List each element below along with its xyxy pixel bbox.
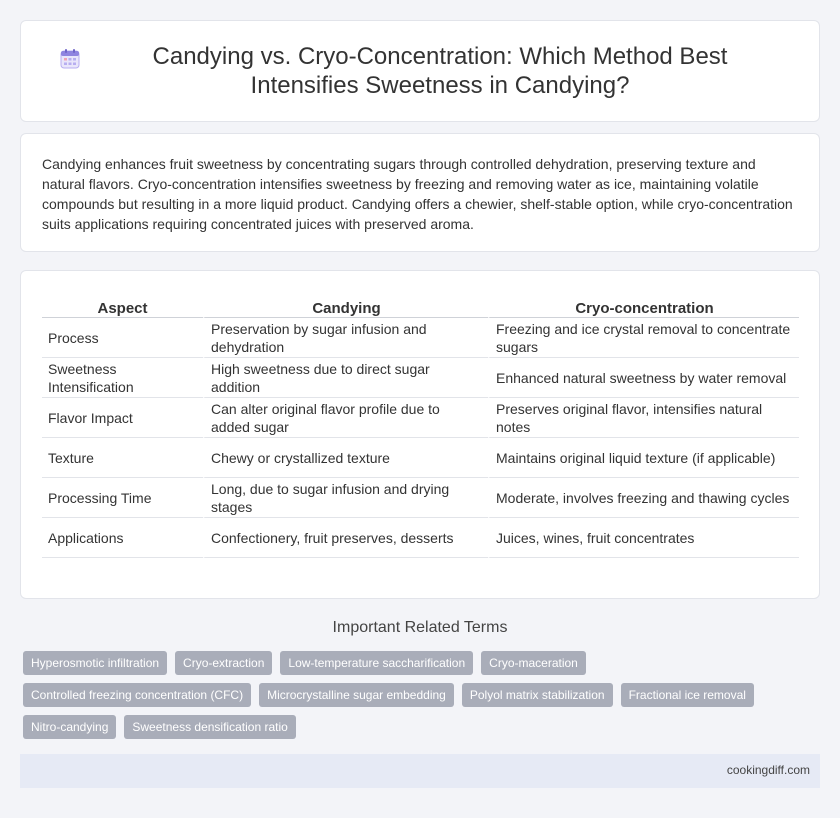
related-term-tag[interactable]: Fractional ice removal [621, 683, 754, 707]
cell-cryo: Preserves original flavor, intensifies natural notes [488, 398, 799, 438]
related-term-tag[interactable]: Cryo-extraction [175, 651, 272, 675]
comparison-card [20, 270, 820, 599]
cell-aspect: Processing Time [42, 478, 203, 518]
intro-paragraph: Candying enhances fruit sweetness by concentrating sugars through controlled dehydration, preserving texture and natural flavors. Cryo-concentration intensifies sweetness by freezing and removing water as ice, maintaining volatile compounds but resulting in a more liquid product. Candying offers a chewier, shelf-stable option, while cryo-concentration suits applications requiring concentrated juices with preserved aroma. [42, 156, 793, 232]
related-terms-list [23, 651, 803, 739]
table-row [42, 478, 799, 518]
cell-aspect: Applications [42, 518, 203, 558]
table-row [42, 438, 799, 478]
cell-aspect: Flavor Impact [42, 398, 203, 438]
cell-candying: Long, due to sugar infusion and drying stages [203, 478, 488, 518]
title-card [20, 20, 820, 122]
cell-aspect: Process [42, 318, 203, 358]
intro-card [20, 133, 820, 252]
cell-candying: Can alter original flavor profile due to added sugar [203, 398, 488, 438]
cell-cryo: Enhanced natural sweetness by water removal [488, 358, 799, 398]
related-term-tag[interactable]: Cryo-maceration [481, 651, 586, 675]
cell-candying: High sweetness due to direct sugar addition [203, 358, 488, 398]
footer-site-link[interactable]: cookingdiff.com [726, 763, 810, 777]
page-title: Candying vs. Cryo-Concentration: Which Method Best Intensifies Sweetness in Candying? [152, 43, 728, 99]
cell-cryo: Maintains original liquid texture (if applicable) [488, 438, 799, 478]
header-aspect: Aspect [42, 294, 203, 318]
related-terms-heading: Important Related Terms [332, 619, 508, 636]
table-row [42, 398, 799, 438]
footer-bar [20, 754, 820, 788]
cell-candying: Confectionery, fruit preserves, desserts [203, 518, 488, 558]
header-candying: Candying [203, 294, 488, 318]
cell-cryo: Moderate, involves freezing and thawing cycles [488, 478, 799, 518]
related-term-tag[interactable]: Nitro-candying [23, 715, 116, 739]
header-cryo-concentration: Cryo-concentration [488, 294, 799, 318]
cell-candying: Chewy or crystallized texture [203, 438, 488, 478]
related-term-tag[interactable]: Low-temperature saccharification [280, 651, 473, 675]
related-term-tag[interactable]: Microcrystalline sugar embedding [259, 683, 454, 707]
table-row [42, 318, 799, 358]
cell-aspect: Texture [42, 438, 203, 478]
cell-cryo: Juices, wines, fruit concentrates [488, 518, 799, 558]
related-term-tag[interactable]: Sweetness densification ratio [124, 715, 295, 739]
table-row [42, 518, 799, 558]
related-term-tag[interactable]: Polyol matrix stabilization [462, 683, 613, 707]
table-header-row [42, 294, 799, 318]
related-term-tag[interactable]: Hyperosmotic infiltration [23, 651, 167, 675]
cell-cryo: Freezing and ice crystal removal to concentrate sugars [488, 318, 799, 358]
cell-candying: Preservation by sugar infusion and dehydration [203, 318, 488, 358]
related-term-tag[interactable]: Controlled freezing concentration (CFC) [23, 683, 251, 707]
comparison-table [42, 294, 799, 558]
table-row [42, 358, 799, 398]
cell-aspect: Sweetness Intensification [42, 358, 203, 398]
